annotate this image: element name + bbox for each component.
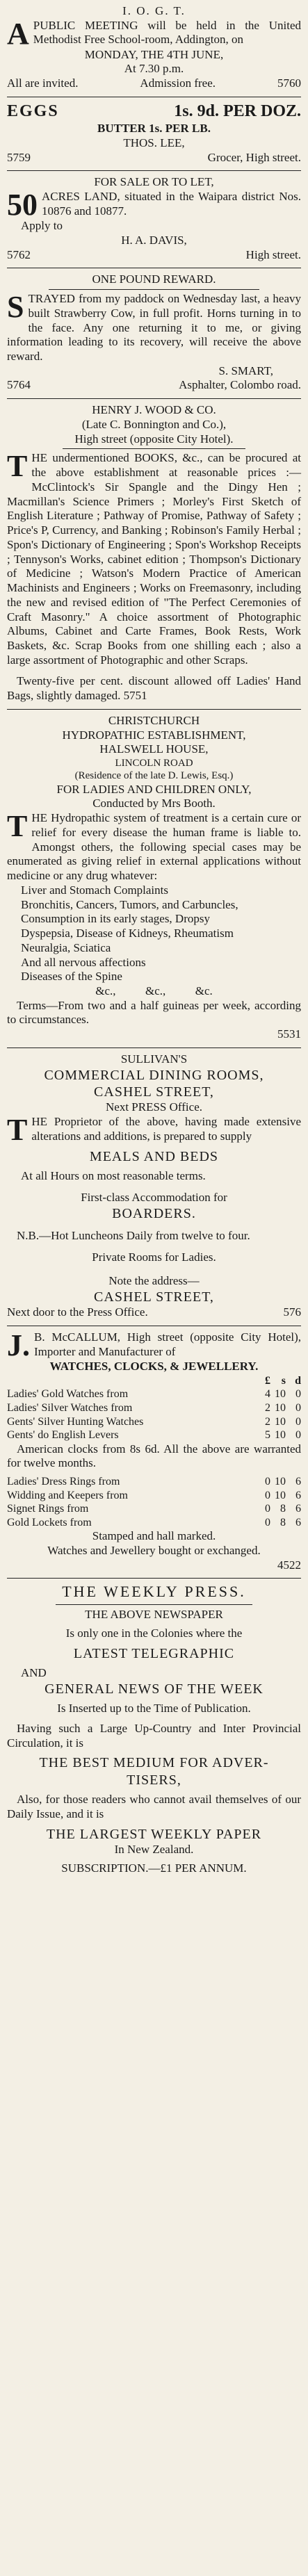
hydro-item: Dyspepsia, Disease of Kidneys, Rheumatism xyxy=(21,927,234,940)
press-subscription: SUBSCRIPTION.—£1 PER ANNUM. xyxy=(61,1861,247,1875)
sullivan-body xyxy=(7,1113,301,1148)
sullivan-ad xyxy=(7,1051,301,1323)
sullivan-ref: 576 xyxy=(283,1305,301,1319)
hydro-item: Bronchitis, Cancers, Tumors, and Carbuncles, xyxy=(21,897,238,911)
reward-name: S. SMART, xyxy=(218,364,273,377)
sale-apply: Apply to xyxy=(21,219,63,233)
wood-text: HE undermentioned BOOKS, &c., can be procured at the above establishment at reasonable prices :— McClintock's Sir Spangle and the Dingy Hen ; Macmillan's Science Primers ; Morley's First Sketch of English Literature ; Pathway of Promise, Pathway of Safety ; Price's P, Currency, and Banking ; Robinson's Family Herbal ; Spon's Dictionary of Engineering ; Spon's Workshop Receipts ; Tennyson's Works, cabinet edition ; Thompson's Dictionary of Medicine ; Watson's Modern Practice of American Machinists and Engineers ; Works on Freemasonry, including the new and revised edition of "The Perfect Ceremonies of Craft Masonry." A choice assortment of Photographic Albums, Cabinet and Carte Frames, Book Rests, Work Baskets, &c. Scrap Books from one shilling each ; also a large assortment of Photographic and other Scraps. xyxy=(7,451,301,667)
divider xyxy=(63,448,245,449)
eggs-title: EGGS xyxy=(7,101,59,120)
hydro-item: Liver and Stomach Complaints xyxy=(21,883,168,897)
sale-text: ACRES LAND, situated in the Waipara district Nos. 10876 and 10877. xyxy=(42,190,301,218)
wood-addr: High street (opposite City Hotel). xyxy=(74,432,234,446)
hydro-item: And all nervous affections xyxy=(21,955,146,969)
mccallum-text: B. McCALLUM, High street (opposite City Hotel), Importer and Manufacturer of xyxy=(34,1330,301,1358)
sullivan-title: COMMERCIAL DINING ROOMS, xyxy=(44,1067,264,1083)
sullivan-boarders: BOARDERS. xyxy=(112,1205,196,1221)
sale-number: 50 xyxy=(7,188,38,222)
wood-discount xyxy=(7,674,301,703)
hydropathic-ad xyxy=(7,712,301,1045)
press-best: THE BEST MEDIUM FOR ADVER- xyxy=(39,1755,269,1771)
hydro-ref: 5531 xyxy=(277,1027,301,1041)
meeting-admission: Admission free. xyxy=(140,76,216,90)
press-having: Having such a Large Up-Country and Inter Provincial Circulation, it is xyxy=(7,1721,301,1750)
eggs-footer xyxy=(7,151,301,165)
press-nz: In New Zealand. xyxy=(114,1842,194,1856)
mccallum-dropcap: J. xyxy=(7,1328,30,1363)
wood-name: HENRY J. WOOD & CO. xyxy=(92,403,216,417)
divider xyxy=(7,709,301,710)
hydro-text: HE Hydropathic system of treatment is a certain cure or relief for every disease the human frame is liable to. Amongst others, the following special cases may be enumerated as giving relief in external applications without medicine or any drug whatever: xyxy=(7,811,301,883)
shillings-header: s xyxy=(281,1374,286,1387)
wood-body xyxy=(7,451,301,667)
eggs-price: 1s. 9d. PER DOZ. xyxy=(174,101,301,120)
meeting-ref: 5760 xyxy=(277,76,301,90)
reward-heading: ONE POUND REWARD. xyxy=(92,272,216,286)
meeting-dropcap: A xyxy=(7,16,29,51)
eggs-name: THOS. LEE, xyxy=(123,136,185,149)
price-row: Gents' Silver Hunting Watches 2 10 0 xyxy=(7,1415,301,1428)
price-row: Signet Rings from 0 8 6 xyxy=(7,1503,301,1515)
sullivan-firstclass: First-class Accommodation for xyxy=(81,1190,227,1204)
divider xyxy=(7,398,301,399)
price-row: Widding and Keepers from 0 10 6 xyxy=(7,1489,301,1501)
reward-ad xyxy=(7,271,301,396)
iogt-meeting-ad xyxy=(7,3,301,94)
price-row: Ladies' Gold Watches from 4 10 0 xyxy=(7,1388,301,1401)
reward-text: TRAYED from my paddock on Wednesday last, a heavy built Strawberry Cow, in full profit. Horns turning in to the face. Any one returning it to me, or giving information leading to its recovery, will receive the above reward. xyxy=(7,292,301,364)
hydro-title3: HALSWELL HOUSE, xyxy=(99,742,209,756)
reward-addr: Asphalter, Colombo road. xyxy=(179,378,301,392)
meeting-body xyxy=(7,16,301,51)
hydro-title1: CHRISTCHURCH xyxy=(108,713,200,727)
sullivan-dropcap: T xyxy=(7,1113,28,1148)
hydro-terms: Terms—From two and a half guineas per week, according to circumstances. xyxy=(7,998,301,1027)
press-and: AND xyxy=(21,1665,47,1679)
reward-ref: 5764 xyxy=(7,378,31,392)
sullivan-name: SULLIVAN'S xyxy=(120,1052,188,1066)
sale-heading: FOR SALE OR TO LET, xyxy=(94,175,214,189)
sullivan-next2: Next door to the Press Office. xyxy=(7,1305,148,1319)
press-largest: THE LARGEST WEEKLY PAPER xyxy=(46,1826,262,1842)
pence-header: d xyxy=(295,1374,301,1387)
eggs-ad xyxy=(7,100,301,168)
wood-discount-text: Twenty-five per cent. discount allowed off Ladies' Hand Bags, slightly damaged. xyxy=(7,674,301,703)
sale-body xyxy=(7,188,301,222)
iogt-heading: I. O. G. T. xyxy=(122,4,186,17)
meeting-invite: All are invited. xyxy=(7,76,79,90)
divider xyxy=(56,1604,252,1605)
mccallum-repair: Watches and Jewellery bought or exchanged. xyxy=(47,1543,261,1557)
wood-ref: 5751 xyxy=(123,689,147,703)
sullivan-footer xyxy=(7,1305,301,1320)
hydro-list xyxy=(7,883,301,984)
sullivan-nb: N.B.—Hot Luncheons Daily from twelve to four. xyxy=(17,1228,250,1242)
hydro-for: FOR LADIES AND CHILDREN ONLY, xyxy=(56,782,252,796)
wood-dropcap: T xyxy=(7,449,28,484)
eggs-addr: Grocer, High street. xyxy=(207,150,301,164)
sullivan-text: HE Proprietor of the above, having made extensive alterations and additions, is prepared to supply xyxy=(31,1115,301,1143)
hydro-body xyxy=(7,811,301,883)
divider xyxy=(7,1578,301,1579)
sullivan-hours: At all Hours on most reasonable terms. xyxy=(21,1169,206,1183)
sale-name: H. A. DAVIS, xyxy=(121,233,187,247)
wood-late: (Late C. Bonnington and Co.), xyxy=(81,417,227,431)
eggs-line xyxy=(7,101,301,122)
hydro-title2: HYDROPATHIC ESTABLISHMENT, xyxy=(62,728,246,742)
pounds-header: £ xyxy=(265,1374,270,1387)
price-row: Ladies' Dress Rings from 0 10 6 xyxy=(7,1476,301,1487)
mccallum-ref: 4522 xyxy=(277,1558,301,1572)
mccallum-mid: American clocks from 8s 6d. All the above are warranted for twelve months. xyxy=(7,1442,301,1470)
reward-body xyxy=(7,292,301,364)
mccallum-ad xyxy=(7,1329,301,1575)
wood-books-ad xyxy=(7,402,301,706)
hydro-residence: (Residence of the late D. Lewis, Esq.) xyxy=(74,770,234,782)
sullivan-street: CASHEL STREET, xyxy=(94,1084,214,1100)
reward-dropcap: S xyxy=(7,290,24,325)
press-latest: LATEST TELEGRAPHIC xyxy=(73,1645,235,1661)
price-row: Gold Lockets from 0 8 6 xyxy=(7,1516,301,1529)
reward-footer xyxy=(7,378,301,393)
mccallum-body xyxy=(7,1328,301,1363)
sullivan-private: Private Rooms for Ladies. xyxy=(92,1250,216,1264)
land-sale-ad xyxy=(7,174,301,265)
sullivan-next: Next PRESS Office. xyxy=(106,1100,202,1114)
meeting-time: At 7.30 p.m. xyxy=(124,62,184,76)
sale-footer xyxy=(7,248,301,263)
meeting-footer xyxy=(7,76,301,91)
press-also: Also, for those readers who cannot avail themselves of our Daily Issue, and it is xyxy=(7,1793,301,1820)
butter-price: BUTTER 1s. PER LB. xyxy=(97,122,211,136)
divider xyxy=(7,1047,301,1048)
hydro-etc: &c., &c., &c. xyxy=(95,984,213,997)
watch-price-table xyxy=(7,1374,301,1442)
price-header-row xyxy=(7,1374,301,1388)
mccallum-stamped: Stamped and hall marked. xyxy=(92,1529,216,1543)
sullivan-note: Note the address— xyxy=(108,1274,200,1288)
ring-price-table xyxy=(7,1475,301,1529)
divider xyxy=(49,289,259,290)
press-tisers: TISERS, xyxy=(127,1772,181,1788)
press-above: THE ABOVE NEWSPAPER xyxy=(85,1608,223,1622)
sullivan-street2: CASHEL STREET, xyxy=(94,1289,214,1305)
sullivan-meals: MEALS AND BEDS xyxy=(89,1148,219,1164)
hydro-dropcap: T xyxy=(7,809,28,844)
press-inserted: Is Inserted up to the Time of Publication. xyxy=(57,1702,251,1715)
hydro-item: Diseases of the Spine xyxy=(21,970,122,984)
price-row: Ladies' Silver Watches from 2 10 0 xyxy=(7,1401,301,1414)
hydro-road: LINCOLN ROAD xyxy=(115,758,193,769)
meeting-date: MONDAY, THE 4TH JUNE, xyxy=(84,47,224,61)
price-row: Gents' do English Levers 5 10 0 xyxy=(7,1429,301,1442)
press-general: GENERAL NEWS OF THE WEEK xyxy=(44,1681,264,1697)
hydro-item: Neuralgia, Sciatica xyxy=(21,940,111,954)
hydro-item: Consumption in its early stages, Dropsy xyxy=(21,912,210,926)
press-only: Is only one in the Colonies where the xyxy=(65,1626,243,1640)
hydro-conducted: Conducted by Mrs Booth. xyxy=(92,797,216,810)
sale-addr: High street. xyxy=(245,247,301,261)
press-title: THE WEEKLY PRESS. xyxy=(62,1583,246,1601)
weekly-press-ad xyxy=(7,1581,301,1878)
mccallum-title: WATCHES, CLOCKS, & JEWELLERY. xyxy=(49,1360,259,1373)
divider xyxy=(7,170,301,171)
eggs-ref: 5759 xyxy=(7,150,31,164)
sale-ref: 5762 xyxy=(7,247,31,261)
meeting-text: PUBLIC MEETING will be held in the United Methodist Free School-room, Addington, on xyxy=(33,18,301,47)
